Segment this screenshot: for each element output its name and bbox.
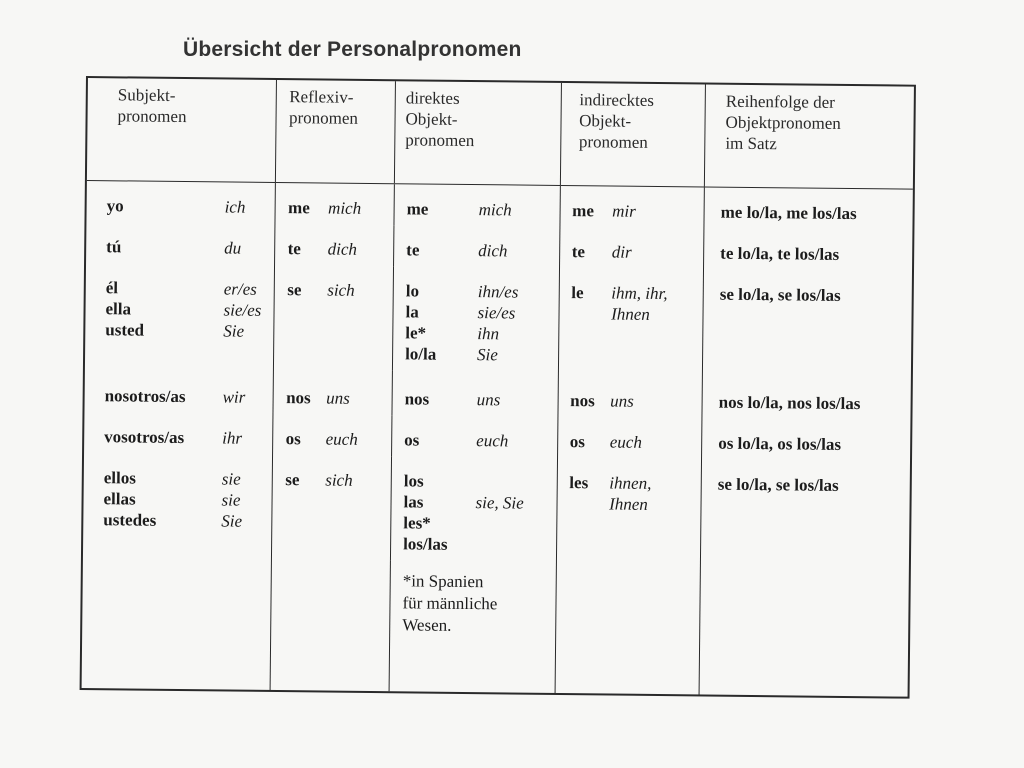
- indirect-object-pronoun-entry: [559, 282, 703, 305]
- subject-pronoun-entry: [83, 509, 272, 532]
- spanish-pronoun: os: [285, 429, 301, 449]
- spanish-pronoun: nos: [570, 391, 595, 411]
- indirect-object-pronoun-entry: [560, 241, 704, 264]
- spanish-pronoun: le: [571, 283, 584, 303]
- german-translation: [475, 513, 556, 535]
- reflexive-pronoun-cell: [275, 182, 394, 225]
- direct-object-pronoun-cell: [390, 456, 557, 562]
- reflexive-pronoun-entry: [274, 428, 392, 450]
- subject-pronoun-entry: [84, 467, 273, 490]
- german-translation: sie: [221, 469, 241, 489]
- german-translation: dir: [611, 242, 632, 262]
- indirect-object-pronoun-entry: [559, 303, 703, 326]
- reflexive-pronoun-cell: [275, 224, 394, 266]
- german-translation: ihm, ihr,: [611, 283, 668, 304]
- spanish-pronoun: usted: [105, 320, 145, 340]
- german-translation: ihn/es: [477, 282, 519, 302]
- german-translation: [476, 471, 557, 493]
- german-translation: ihr: [222, 428, 243, 448]
- footnote: *in Spanien für männliche Wesen.: [402, 571, 498, 635]
- german-translation: sie, Sie: [475, 493, 524, 513]
- spanish-pronoun: me: [572, 201, 595, 221]
- header-indirect-object-pronouns: indirecktes Objekt- pronomen: [560, 83, 706, 187]
- subject-pronoun-entry: [87, 195, 276, 218]
- german-translation: ihnen,: [609, 473, 652, 493]
- indirect-object-pronoun-entry: [558, 390, 702, 413]
- direct-object-pronoun-entry: [393, 301, 558, 324]
- german-translation: ich: [224, 197, 246, 217]
- german-translation: Sie: [223, 321, 245, 341]
- german-translation: dich: [478, 241, 508, 261]
- empty-cell: [699, 563, 909, 696]
- table-row: [85, 263, 912, 376]
- reflexive-pronoun-cell: [273, 369, 392, 415]
- spanish-pronoun: te: [571, 242, 586, 262]
- order-text: nos lo/la, nos los/las: [718, 392, 861, 414]
- spanish-pronoun: los: [403, 471, 424, 491]
- spanish-pronoun: yo: [106, 196, 124, 216]
- page-title: Übersicht der Personalpronomen: [183, 38, 522, 61]
- german-translation: du: [224, 238, 242, 258]
- reflexive-pronoun-entry: [276, 197, 394, 219]
- german-translation: sich: [325, 470, 353, 490]
- pronoun-order-cell: [700, 459, 910, 565]
- german-translation: [475, 534, 556, 556]
- german-translation: mich: [478, 200, 512, 220]
- pronoun-order-cell: [702, 269, 912, 375]
- direct-object-pronoun-cell: [392, 415, 558, 458]
- header-direct-object-pronouns: direktes Objekt- pronomen: [394, 81, 561, 185]
- direct-object-pronoun-cell: [392, 370, 558, 417]
- german-translation: dich: [327, 239, 358, 259]
- german-translation: sich: [327, 280, 355, 300]
- indirect-object-pronoun-entry: [558, 431, 702, 454]
- pronoun-order-entry: [702, 432, 910, 455]
- subject-pronoun-cell: [84, 412, 273, 455]
- direct-object-pronoun-cell: [392, 266, 559, 372]
- subject-pronoun-cell: [84, 367, 273, 414]
- pronoun-order-cell: [702, 418, 911, 461]
- direct-object-pronoun-cell: [394, 184, 560, 227]
- spanish-pronoun: tú: [106, 237, 122, 257]
- indirect-object-pronoun-cell: [558, 268, 704, 374]
- subject-pronoun-entry: [86, 277, 275, 300]
- pronoun-order-entry: [704, 242, 912, 265]
- pronoun-order-entry: [703, 391, 911, 414]
- order-text: te lo/la, te los/las: [720, 243, 840, 264]
- reflexive-pronoun-entry: [276, 238, 394, 260]
- spanish-pronoun: la: [405, 302, 419, 322]
- german-translation: sie: [221, 490, 241, 510]
- direct-object-pronoun-entry: [394, 239, 559, 262]
- reflexive-pronoun-cell: [272, 455, 392, 560]
- spanish-pronoun: me: [406, 199, 429, 219]
- spanish-pronoun: os: [404, 430, 420, 450]
- subject-pronoun-cell: [83, 453, 273, 559]
- indirect-object-pronoun-cell: [556, 458, 702, 564]
- subject-pronoun-cell: [86, 222, 275, 265]
- reflexive-pronoun-entry: [273, 469, 391, 491]
- spanish-pronoun: te: [406, 240, 420, 260]
- spanish-pronoun: vosotros/as: [104, 427, 185, 448]
- german-translation: mir: [612, 201, 636, 221]
- empty-cell: [555, 562, 701, 695]
- reflexive-pronoun-entry: [274, 387, 392, 409]
- indirect-object-pronoun-entry: [557, 472, 701, 495]
- german-translation: Sie: [221, 511, 243, 531]
- direct-object-pronoun-entry: [391, 512, 556, 535]
- subject-pronoun-entry: [84, 426, 273, 449]
- direct-object-pronoun-cell: [394, 225, 560, 268]
- german-translation: euch: [609, 432, 642, 452]
- spanish-pronoun: lo: [405, 281, 420, 301]
- pronoun-order-cell: [704, 228, 913, 271]
- table-row: [83, 453, 910, 566]
- subject-pronoun-entry: [86, 236, 275, 259]
- table-header-row: [87, 78, 914, 189]
- indirect-object-pronoun-cell: [558, 372, 703, 419]
- spanish-pronoun: las: [403, 492, 424, 512]
- header-object-pronoun-order: Reihenfolge der Objektpronomen im Satz: [704, 84, 913, 189]
- german-translation: euch: [476, 431, 509, 451]
- direct-object-pronoun-entry: [393, 388, 558, 411]
- indirect-object-pronoun-cell: [560, 185, 705, 228]
- spanish-pronoun: os: [569, 432, 586, 452]
- spanish-pronoun: ellas: [103, 489, 136, 509]
- pronoun-order-entry: [702, 473, 910, 496]
- direct-object-pronoun-entry: [391, 491, 556, 514]
- order-text: se lo/la, se los/las: [719, 284, 841, 305]
- direct-object-pronoun-entry: [393, 343, 558, 366]
- pronoun-order-entry: [704, 283, 912, 306]
- empty-cell: [82, 557, 272, 690]
- pronoun-order-cell: [704, 187, 913, 231]
- spanish-pronoun: te: [287, 239, 302, 259]
- pronoun-table: [82, 78, 914, 697]
- direct-object-pronoun-entry: [391, 533, 556, 556]
- direct-object-pronoun-entry: [395, 198, 560, 221]
- subject-pronoun-entry: [85, 298, 274, 321]
- spanish-pronoun: me: [288, 198, 310, 218]
- spanish-pronoun: les: [569, 473, 589, 493]
- table-body: [82, 181, 913, 697]
- spanish-pronoun: nosotros/as: [104, 386, 186, 407]
- spanish-pronoun: les*: [403, 513, 431, 533]
- order-text: os lo/la, os los/las: [718, 433, 842, 454]
- pronoun-order-entry: [705, 201, 913, 224]
- spanish-pronoun: le*: [405, 323, 427, 343]
- direct-object-pronoun-entry: [394, 280, 559, 303]
- german-translation: sie/es: [477, 303, 516, 323]
- german-translation: Sie: [477, 345, 498, 365]
- reflexive-pronoun-cell: [274, 265, 394, 370]
- subject-pronoun-entry: [85, 385, 274, 408]
- header-reflexive-pronouns: Reflexiv- pronomen: [276, 80, 396, 184]
- pronoun-order-cell: [702, 373, 911, 420]
- spanish-pronoun: los/las: [403, 534, 448, 554]
- german-translation: mich: [328, 198, 362, 218]
- spanish-pronoun: ella: [105, 299, 132, 319]
- indirect-object-pronoun-cell: [557, 417, 702, 460]
- indirect-object-pronoun-entry: [557, 493, 701, 516]
- spanish-pronoun: ustedes: [103, 510, 157, 530]
- german-translation: euch: [325, 429, 358, 449]
- spanish-pronoun: [569, 493, 609, 514]
- pronoun-table-frame: [80, 76, 916, 699]
- spanish-pronoun: [571, 303, 611, 324]
- spanish-pronoun: lo/la: [405, 344, 437, 364]
- empty-cell: [271, 559, 391, 691]
- spanish-pronoun: nos: [286, 388, 311, 408]
- header-subject-pronouns: Subjekt- pronomen: [87, 78, 277, 182]
- german-translation: uns: [326, 388, 350, 408]
- subject-pronoun-cell: [85, 263, 275, 369]
- subject-pronoun-entry: [83, 488, 272, 511]
- german-translation: uns: [476, 390, 501, 410]
- direct-object-pronoun-entry: [392, 470, 557, 493]
- german-translation: uns: [610, 391, 634, 411]
- direct-object-pronoun-entry: [392, 429, 557, 452]
- spanish-pronoun: se: [287, 280, 302, 300]
- spanish-pronoun: ellos: [103, 468, 137, 488]
- order-text: se lo/la, se los/las: [717, 474, 839, 495]
- spanish-pronoun: nos: [404, 389, 430, 409]
- footnote-cell: [389, 560, 556, 693]
- subject-pronoun-entry: [85, 319, 274, 342]
- german-translation: sie/es: [223, 300, 262, 320]
- spanish-pronoun: se: [285, 470, 300, 490]
- indirect-object-pronoun-cell: [559, 227, 704, 270]
- spanish-pronoun: él: [105, 278, 119, 298]
- reflexive-pronoun-cell: [273, 414, 392, 456]
- table-row-footnote: [82, 557, 909, 697]
- german-translation: wir: [222, 387, 246, 407]
- reflexive-pronoun-entry: [275, 279, 393, 301]
- german-translation: Ihnen: [611, 304, 650, 324]
- direct-object-pronoun-entry: [393, 322, 558, 345]
- subject-pronoun-cell: [86, 181, 275, 224]
- german-translation: ihn: [477, 324, 500, 344]
- order-text: me lo/la, me los/las: [720, 202, 857, 224]
- german-translation: er/es: [223, 279, 257, 299]
- indirect-object-pronoun-entry: [560, 200, 704, 223]
- german-translation: Ihnen: [609, 494, 648, 514]
